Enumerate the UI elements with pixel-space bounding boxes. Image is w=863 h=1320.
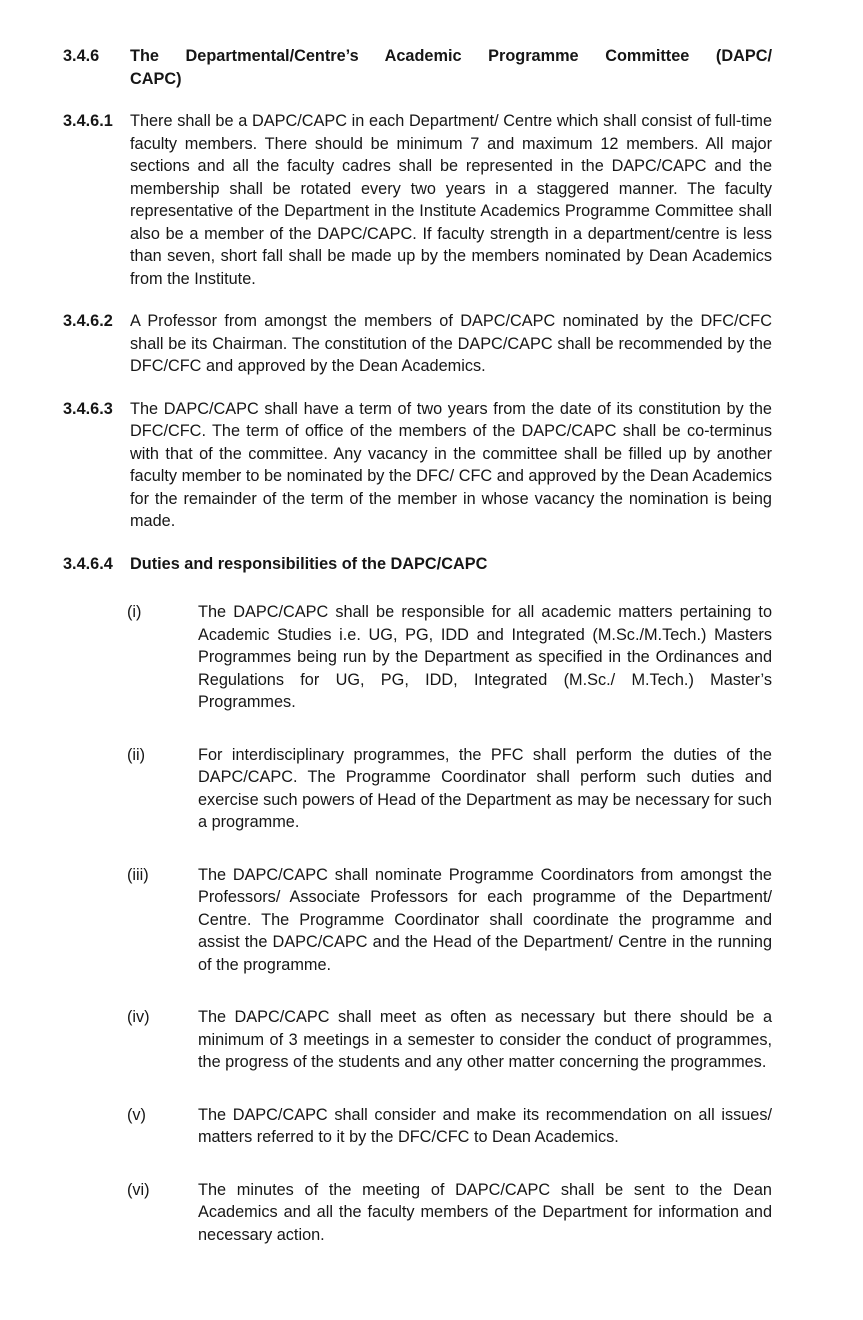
paragraph-text: The DAPC/CAPC shall have a term of two years from the date of its constitution by the DFC/CFC. The term of office of the members of the DAPC/CAPC shall be co-terminus with that of the committee. Any vacancy in the committee shall be filled up by another faculty member to be nominated by the DFC/ CFC and approved by the Dean Academics for the remainder of the term of the member in whose vacancy the nomination is being made. [130,399,772,530]
paragraph-3-4-6-1 [63,110,772,290]
paragraph-number: 3.4.6.1 [63,112,113,130]
list-item [127,744,772,834]
list-item-text: The DAPC/CAPC shall nominate Programme Coordinators from amongst the Professors/ Associate Professors for each programme of the Department/ Centre. The Programme Coordinator shall coordinate the programme and assist the DAPC/CAPC and the Head of the Department/ Centre in the running of the programme. [198,865,772,974]
list-item-text: The DAPC/CAPC shall consider and make its recommendation on all issues/ matters referred to it by the DFC/CFC to Dean Academics. [198,1105,772,1146]
list-marker: (v) [127,1105,146,1124]
duties-list [127,601,772,1246]
list-item [127,1006,772,1074]
list-item-text: The DAPC/CAPC shall meet as often as necessary but there should be a minimum of 3 meetings in a semester to consider the conduct of programmes, the progress of the students and any other matter concerning the programmes. [198,1008,772,1071]
subsection-heading [63,553,772,576]
section-heading [63,45,772,90]
list-marker: (iv) [127,1008,150,1026]
paragraph-text: A Professor from amongst the members of DAPC/CAPC nominated by the DFC/CFC shall be its Chairman. The constitution of the DAPC/CAPC shall be recommended by the DFC/CFC and approved by the Dean Academics. [130,312,772,375]
paragraph-number: 3.4.6.3 [63,399,113,418]
paragraph-number: 3.4.6.2 [63,312,113,330]
list-marker: (i) [127,603,142,621]
section-heading-number: 3.4.6 [63,47,100,65]
list-item-text: The DAPC/CAPC shall be responsible for all academic matters pertaining to Academic Studies i.e. UG, PG, IDD and Integrated (M.Sc./M.Tech.) Masters Programmes being run by the Department as specified in the Ordinances and Regulations for UG, PG, IDD, Integrated (M.Sc./ M.Tech.) Master’s Programmes. [198,603,772,711]
paragraph-3-4-6-2 [63,310,772,378]
section-heading-text [130,45,772,90]
paragraph-3-4-6-3 [63,398,772,533]
paragraph-text: There shall be a DAPC/CAPC in each Department/ Centre which shall consist of full-time faculty members. There should be minimum 7 and maximum 12 members. All major sections and all the faculty cadres shall be represented in the DAPC/CAPC and the membership shall be rotated every two years in a staggered manner. The faculty representative of the Department in the Institute Academics Programme Committee shall also be a member of the DAPC/CAPC. If faculty strength in a department/centre is less than seven, short fall shall be made up by the members nominated by Dean Academics from the Institute. [130,112,772,288]
list-marker: (ii) [127,745,146,764]
list-item [127,1104,772,1149]
list-item-text: For interdisciplinary programmes, the PFC shall perform the duties of the DAPC/CAPC. The Programme Coordinator shall perform such duties and exercise such powers of Head of the Department as may be necessary for such a programme. [198,745,772,831]
list-item-text: The minutes of the meeting of DAPC/CAPC shall be sent to the Dean Academics and all the faculty members of the Department for information and necessary action. [198,1180,772,1244]
subsection-heading-number: 3.4.6.4 [63,554,113,573]
list-item [127,1179,772,1247]
list-marker: (iii) [127,865,149,884]
subsection-heading-text: Duties and responsibilities of the DAPC/CAPC [130,554,488,573]
list-marker: (vi) [127,1180,150,1199]
list-item [127,601,772,714]
section-heading-line1: The Departmental/Centre’s Academic Programme Committee (DAPC/ [130,47,772,65]
list-item [127,864,772,977]
section-heading-line2: CAPC) [130,69,182,88]
